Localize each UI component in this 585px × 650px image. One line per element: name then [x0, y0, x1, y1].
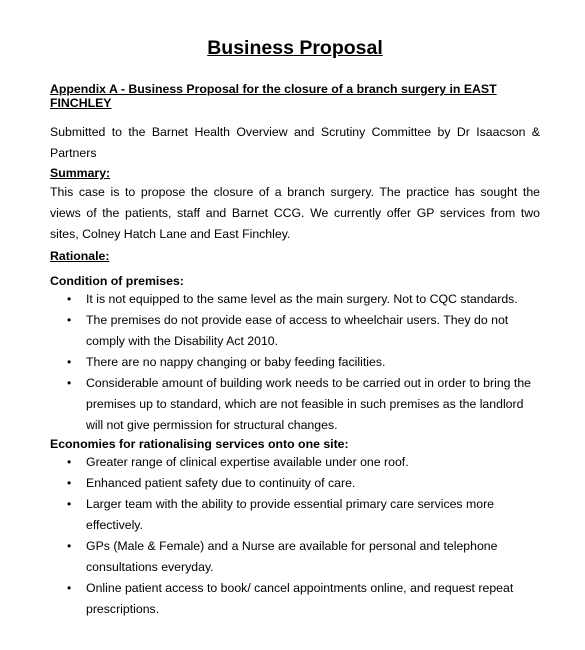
- summary-heading: Summary:: [50, 166, 111, 180]
- list-item: [50, 494, 540, 536]
- list-item-text: Considerable amount of building work needs to be carried out in order to bring the premises up to standard, which are not feasible in such premises as the landlord will not give permission for structural changes.: [86, 376, 532, 432]
- list-item-text: There are no nappy changing or baby feeding facilities.: [86, 355, 386, 369]
- bullet-icon: •: [67, 476, 72, 490]
- economies-heading: Economies for rationalising services onto one site:: [50, 437, 349, 451]
- list-item: [50, 473, 540, 494]
- condition-list: [50, 289, 540, 436]
- list-item: [50, 310, 540, 352]
- summary-text: This case is to propose the closure of a branch surgery. The practice has sought the views of the patients, staff and Barnet CCG. We currently offer GP services from two sites, Colney Hatch Lane and East Finchley.: [50, 185, 540, 241]
- document-title: Business Proposal: [207, 37, 383, 59]
- list-item: [50, 452, 540, 473]
- list-item-text: Online patient access to book/ cancel appointments online, and request repeat prescriptions.: [86, 581, 514, 616]
- list-item-text: It is not equipped to the same level as the main surgery. Not to CQC standards.: [86, 292, 518, 306]
- appendix-heading: Appendix A - Business Proposal for the closure of a branch surgery in EAST FINCHLEY: [50, 82, 497, 110]
- bullet-icon: •: [67, 313, 72, 327]
- submitted-text: Submitted to the Barnet Health Overview and Scrutiny Committee by Dr Isaacson & Partners: [50, 125, 540, 160]
- list-item: [50, 289, 540, 310]
- list-item-text: The premises do not provide ease of access to wheelchair users. They do not comply with the Disability Act 2010.: [86, 313, 509, 348]
- bullet-icon: •: [67, 581, 72, 595]
- bullet-icon: •: [67, 497, 72, 511]
- bullet-icon: •: [67, 455, 72, 469]
- bullet-icon: •: [67, 355, 72, 369]
- list-item-text: Greater range of clinical expertise available under one roof.: [86, 455, 409, 469]
- bullet-icon: •: [67, 292, 72, 306]
- rationale-heading: Rationale:: [50, 249, 110, 263]
- list-item-text: Enhanced patient safety due to continuity of care.: [86, 476, 356, 490]
- condition-heading: Condition of premises:: [50, 274, 184, 288]
- economies-list: [50, 452, 540, 620]
- list-item: [50, 578, 540, 620]
- list-item-text: GPs (Male & Female) and a Nurse are available for personal and telephone consultations everyday.: [86, 539, 498, 574]
- bullet-icon: •: [67, 376, 72, 390]
- list-item-text: Larger team with the ability to provide essential primary care services more effectively.: [86, 497, 495, 532]
- bullet-icon: •: [67, 539, 72, 553]
- list-item: [50, 536, 540, 578]
- document-page: [50, 36, 540, 620]
- list-item: [50, 373, 540, 436]
- list-item: [50, 352, 540, 373]
